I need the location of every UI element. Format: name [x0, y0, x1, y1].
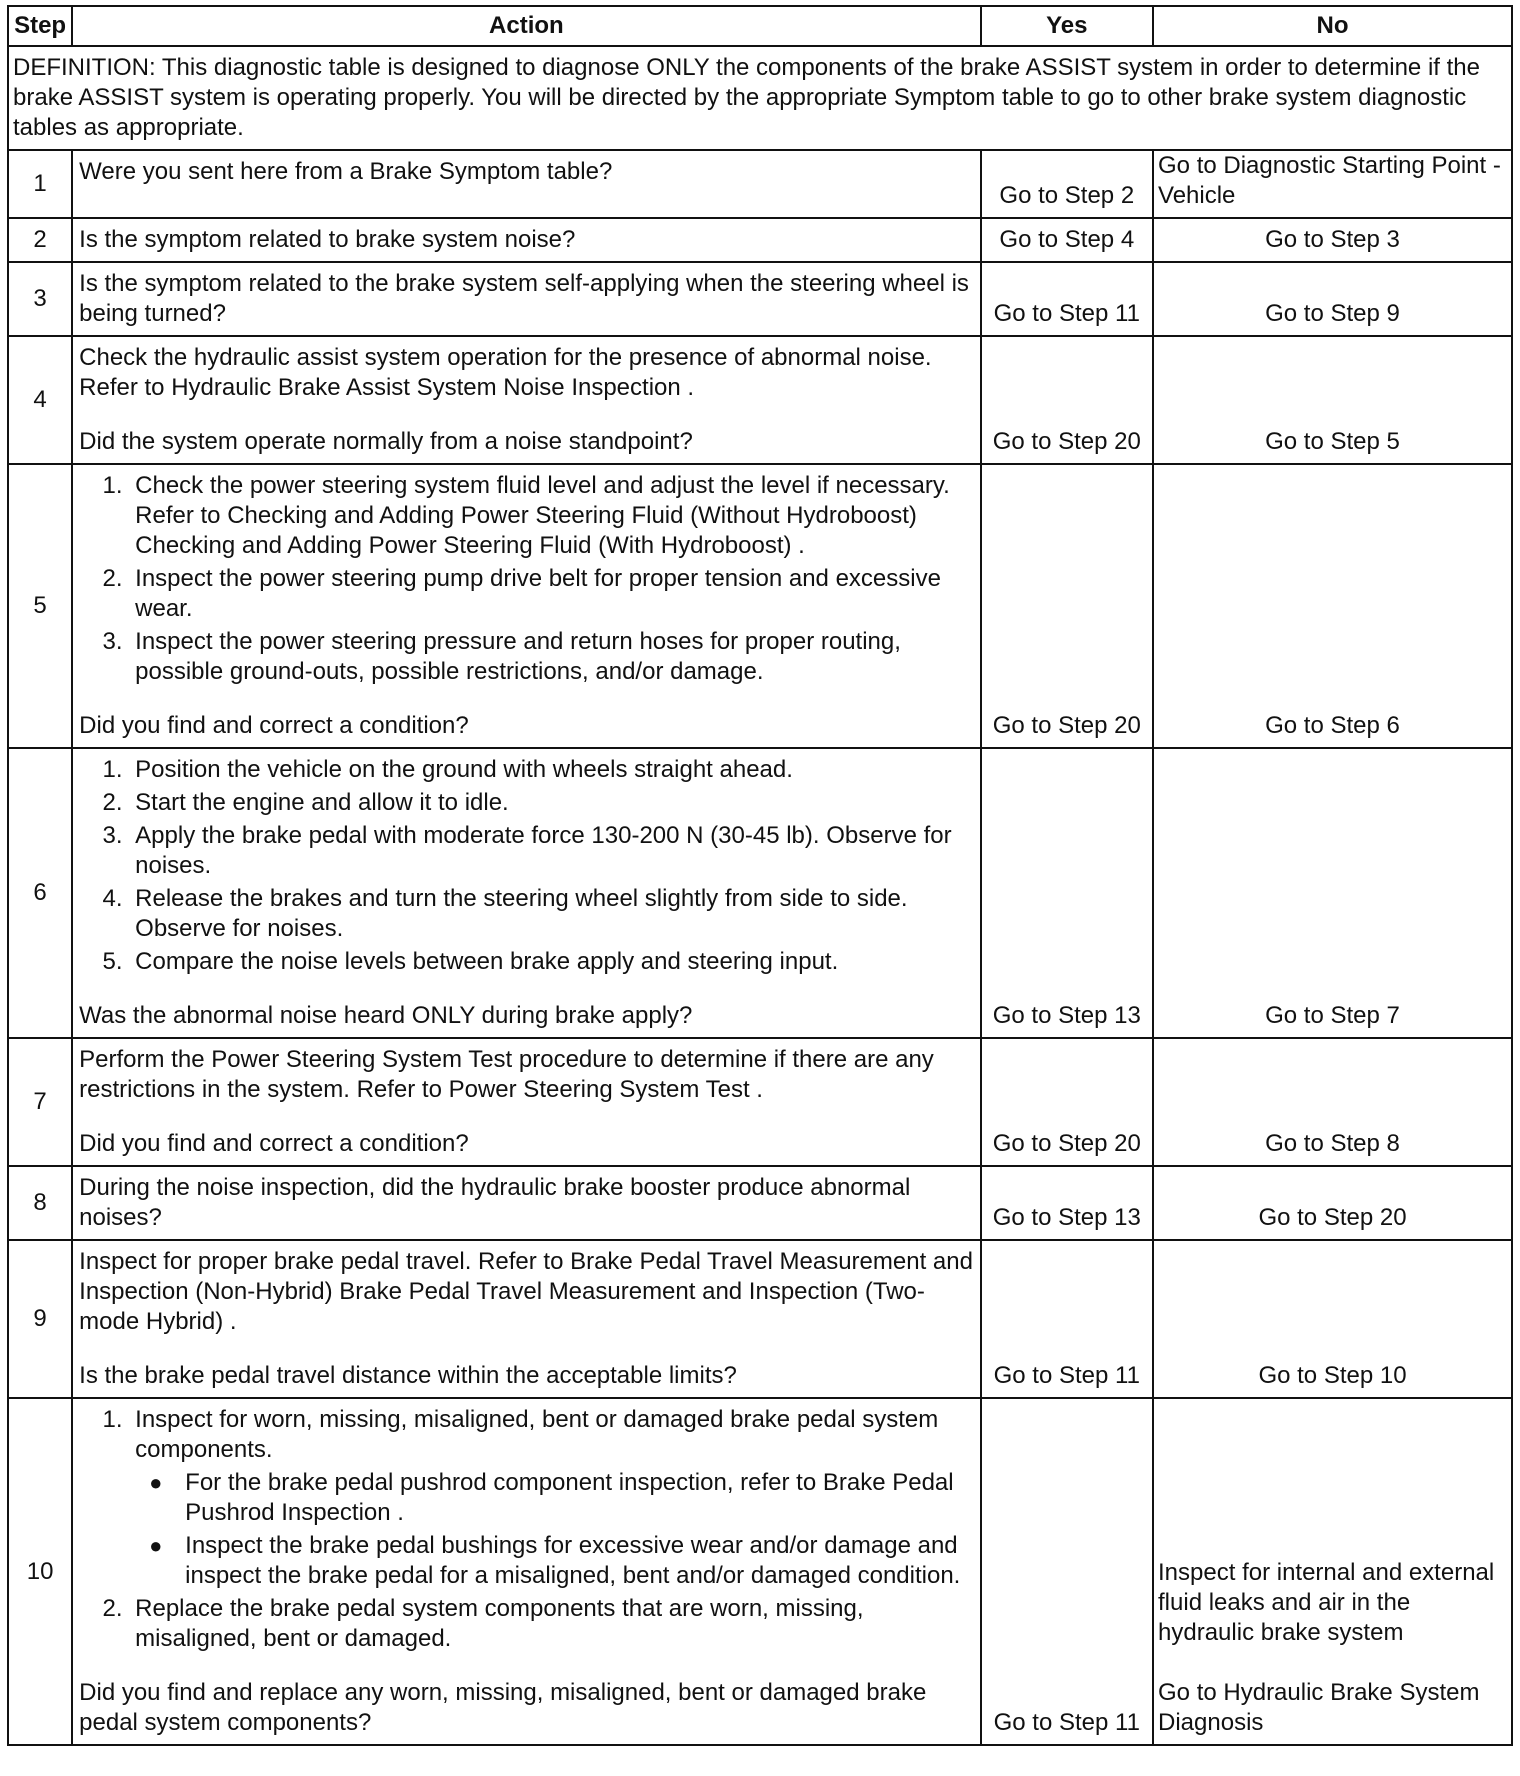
diagnostic-table-sheet: [7, 5, 1513, 1746]
definition-text: DEFINITION: This diagnostic table is designed to diagnose ONLY the components of the brake ASSIST system in order to determine if the brake ASSIST system is operating properly. You will be directed by the appropriate Symptom table to go to other brake system diagnostic tables as appropriate.: [8, 46, 1512, 150]
step-number: 5: [8, 464, 72, 748]
step-number: 7: [8, 1038, 72, 1166]
step-number: 1: [8, 150, 72, 218]
action-cell: [72, 1240, 980, 1398]
no-link[interactable]: Go to Hydraulic Brake System Diagnosis: [1158, 1679, 1480, 1736]
table-row: [8, 1398, 1512, 1745]
yes-link[interactable]: Go to Step 4: [981, 218, 1153, 262]
yes-link[interactable]: Go to Step 11: [981, 1240, 1153, 1398]
question-text: Was the abnormal noise heard ONLY during brake apply?: [79, 1002, 693, 1029]
header-action: Action: [72, 6, 980, 46]
no-link[interactable]: Go to Step 20: [1153, 1166, 1512, 1240]
no-cell: [1153, 1398, 1512, 1745]
yes-link[interactable]: Go to Step 11: [981, 262, 1153, 336]
definition-row: [8, 46, 1512, 150]
question-text: Is the symptom related to brake system noise?: [79, 226, 576, 253]
step-number: 4: [8, 336, 72, 464]
procedure-list: [79, 1405, 973, 1654]
list-item: 3. Apply the brake pedal with moderate force 130-200 N (30-45 lb). Observe for noises.: [129, 821, 973, 881]
list-item: 1. Check the power steering system fluid level and adjust the level if necessary. Refer to Checking and Adding Power Steering Fluid (Without Hydroboost) Checking and Adding Power Steering Fluid (With Hydroboost) .: [129, 471, 973, 561]
step-number: 10: [8, 1398, 72, 1745]
table-row: [8, 1240, 1512, 1398]
bullet-item: [149, 1468, 973, 1528]
action-cell: [72, 218, 980, 262]
procedure-list: [79, 471, 973, 687]
action-cell: [72, 1038, 980, 1166]
no-link[interactable]: Go to Step 5: [1153, 336, 1512, 464]
diagnostic-table: [7, 5, 1513, 1746]
table-row: [8, 748, 1512, 1038]
yes-link[interactable]: Go to Step 11: [981, 1398, 1153, 1745]
header-step: Step: [8, 6, 72, 46]
table-row: [8, 1166, 1512, 1240]
header-row: [8, 6, 1512, 46]
question-text: Is the brake pedal travel distance within the acceptable limits?: [79, 1362, 737, 1389]
bullet-icon: ●: [149, 1470, 163, 1495]
instruction-text: Inspect for proper brake pedal travel. Refer to Brake Pedal Travel Measurement and Inspection (Non-Hybrid) Brake Pedal Travel Measurement and Inspection (Two-mode Hybrid) .: [79, 1248, 973, 1335]
yes-link[interactable]: Go to Step 20: [981, 464, 1153, 748]
no-link[interactable]: Go to Step 9: [1153, 262, 1512, 336]
procedure-list: [79, 755, 973, 977]
table-row: [8, 336, 1512, 464]
step-number: 3: [8, 262, 72, 336]
table-row: [8, 1038, 1512, 1166]
list-item: 2. Inspect the power steering pump drive belt for proper tension and excessive wear.: [129, 564, 973, 624]
question-text: Did the system operate normally from a noise standpoint?: [79, 428, 693, 455]
list-item: 2. Start the engine and allow it to idle.: [129, 788, 973, 818]
yes-link[interactable]: Go to Step 13: [981, 748, 1153, 1038]
list-item: 2. Replace the brake pedal system components that are worn, missing, misaligned, bent or damaged.: [129, 1594, 973, 1654]
header-yes: Yes: [981, 6, 1153, 46]
no-link[interactable]: Go to Step 6: [1153, 464, 1512, 748]
step-number: 2: [8, 218, 72, 262]
no-link[interactable]: Go to Diagnostic Starting Point - Vehicle: [1153, 150, 1512, 218]
bullet-text: For the brake pedal pushrod component inspection, refer to Brake Pedal Pushrod Inspection .: [185, 1469, 954, 1526]
action-cell: [72, 150, 980, 218]
list-item: 4. Release the brakes and turn the steering wheel slightly from side to side. Observe for noises.: [129, 884, 973, 944]
table-row: [8, 262, 1512, 336]
no-link[interactable]: Go to Step 10: [1153, 1240, 1512, 1398]
no-link[interactable]: Go to Step 7: [1153, 748, 1512, 1038]
table-row: [8, 464, 1512, 748]
question-text: Did you find and correct a condition?: [79, 712, 469, 739]
bullet-text: Inspect the brake pedal bushings for excessive wear and/or damage and inspect the brake pedal for a misaligned, bent and/or damaged condition.: [185, 1532, 961, 1589]
step-number: 6: [8, 748, 72, 1038]
action-cell: [72, 464, 980, 748]
action-cell: [72, 262, 980, 336]
action-cell: [72, 1398, 980, 1745]
question-text: During the noise inspection, did the hydraulic brake booster produce abnormal noises?: [79, 1174, 911, 1231]
action-cell: [72, 336, 980, 464]
question-text: Were you sent here from a Brake Symptom table?: [79, 158, 613, 185]
yes-link[interactable]: Go to Step 20: [981, 336, 1153, 464]
table-row: [8, 218, 1512, 262]
table-row: [8, 150, 1512, 218]
list-item-text: Inspect for worn, missing, misaligned, bent or damaged brake pedal system components.: [135, 1406, 939, 1463]
instruction-text: Perform the Power Steering System Test procedure to determine if there are any restrictions in the system. Refer to Power Steering System Test .: [79, 1046, 934, 1103]
question-text: Did you find and replace any worn, missing, misaligned, bent or damaged brake pedal system components?: [79, 1679, 927, 1736]
action-cell: [72, 1166, 980, 1240]
header-no: No: [1153, 6, 1512, 46]
yes-link[interactable]: Go to Step 20: [981, 1038, 1153, 1166]
question-text: Did you find and correct a condition?: [79, 1130, 469, 1157]
action-cell: [72, 748, 980, 1038]
yes-link[interactable]: Go to Step 13: [981, 1166, 1153, 1240]
bullet-icon: ●: [149, 1533, 163, 1558]
step-number: 8: [8, 1166, 72, 1240]
step-number: 9: [8, 1240, 72, 1398]
list-item: 3. Inspect the power steering pressure and return hoses for proper routing, possible ground-outs, possible restrictions, and/or damage.: [129, 627, 973, 687]
bullet-item: [149, 1531, 973, 1591]
no-note: Inspect for internal and external fluid leaks and air in the hydraulic brake system: [1158, 1559, 1495, 1646]
list-item: 5. Compare the noise levels between brake apply and steering input.: [129, 947, 973, 977]
question-text: Is the symptom related to the brake system self-applying when the steering wheel is being turned?: [79, 270, 969, 327]
no-link[interactable]: Go to Step 8: [1153, 1038, 1512, 1166]
yes-link[interactable]: Go to Step 2: [981, 150, 1153, 218]
list-item: 1. Position the vehicle on the ground with wheels straight ahead.: [129, 755, 973, 785]
instruction-text: Check the hydraulic assist system operation for the presence of abnormal noise. Refer to Hydraulic Brake Assist System Noise Inspection .: [79, 344, 932, 401]
no-link[interactable]: Go to Step 3: [1153, 218, 1512, 262]
bullet-list: [135, 1468, 973, 1591]
list-item: [129, 1405, 973, 1591]
